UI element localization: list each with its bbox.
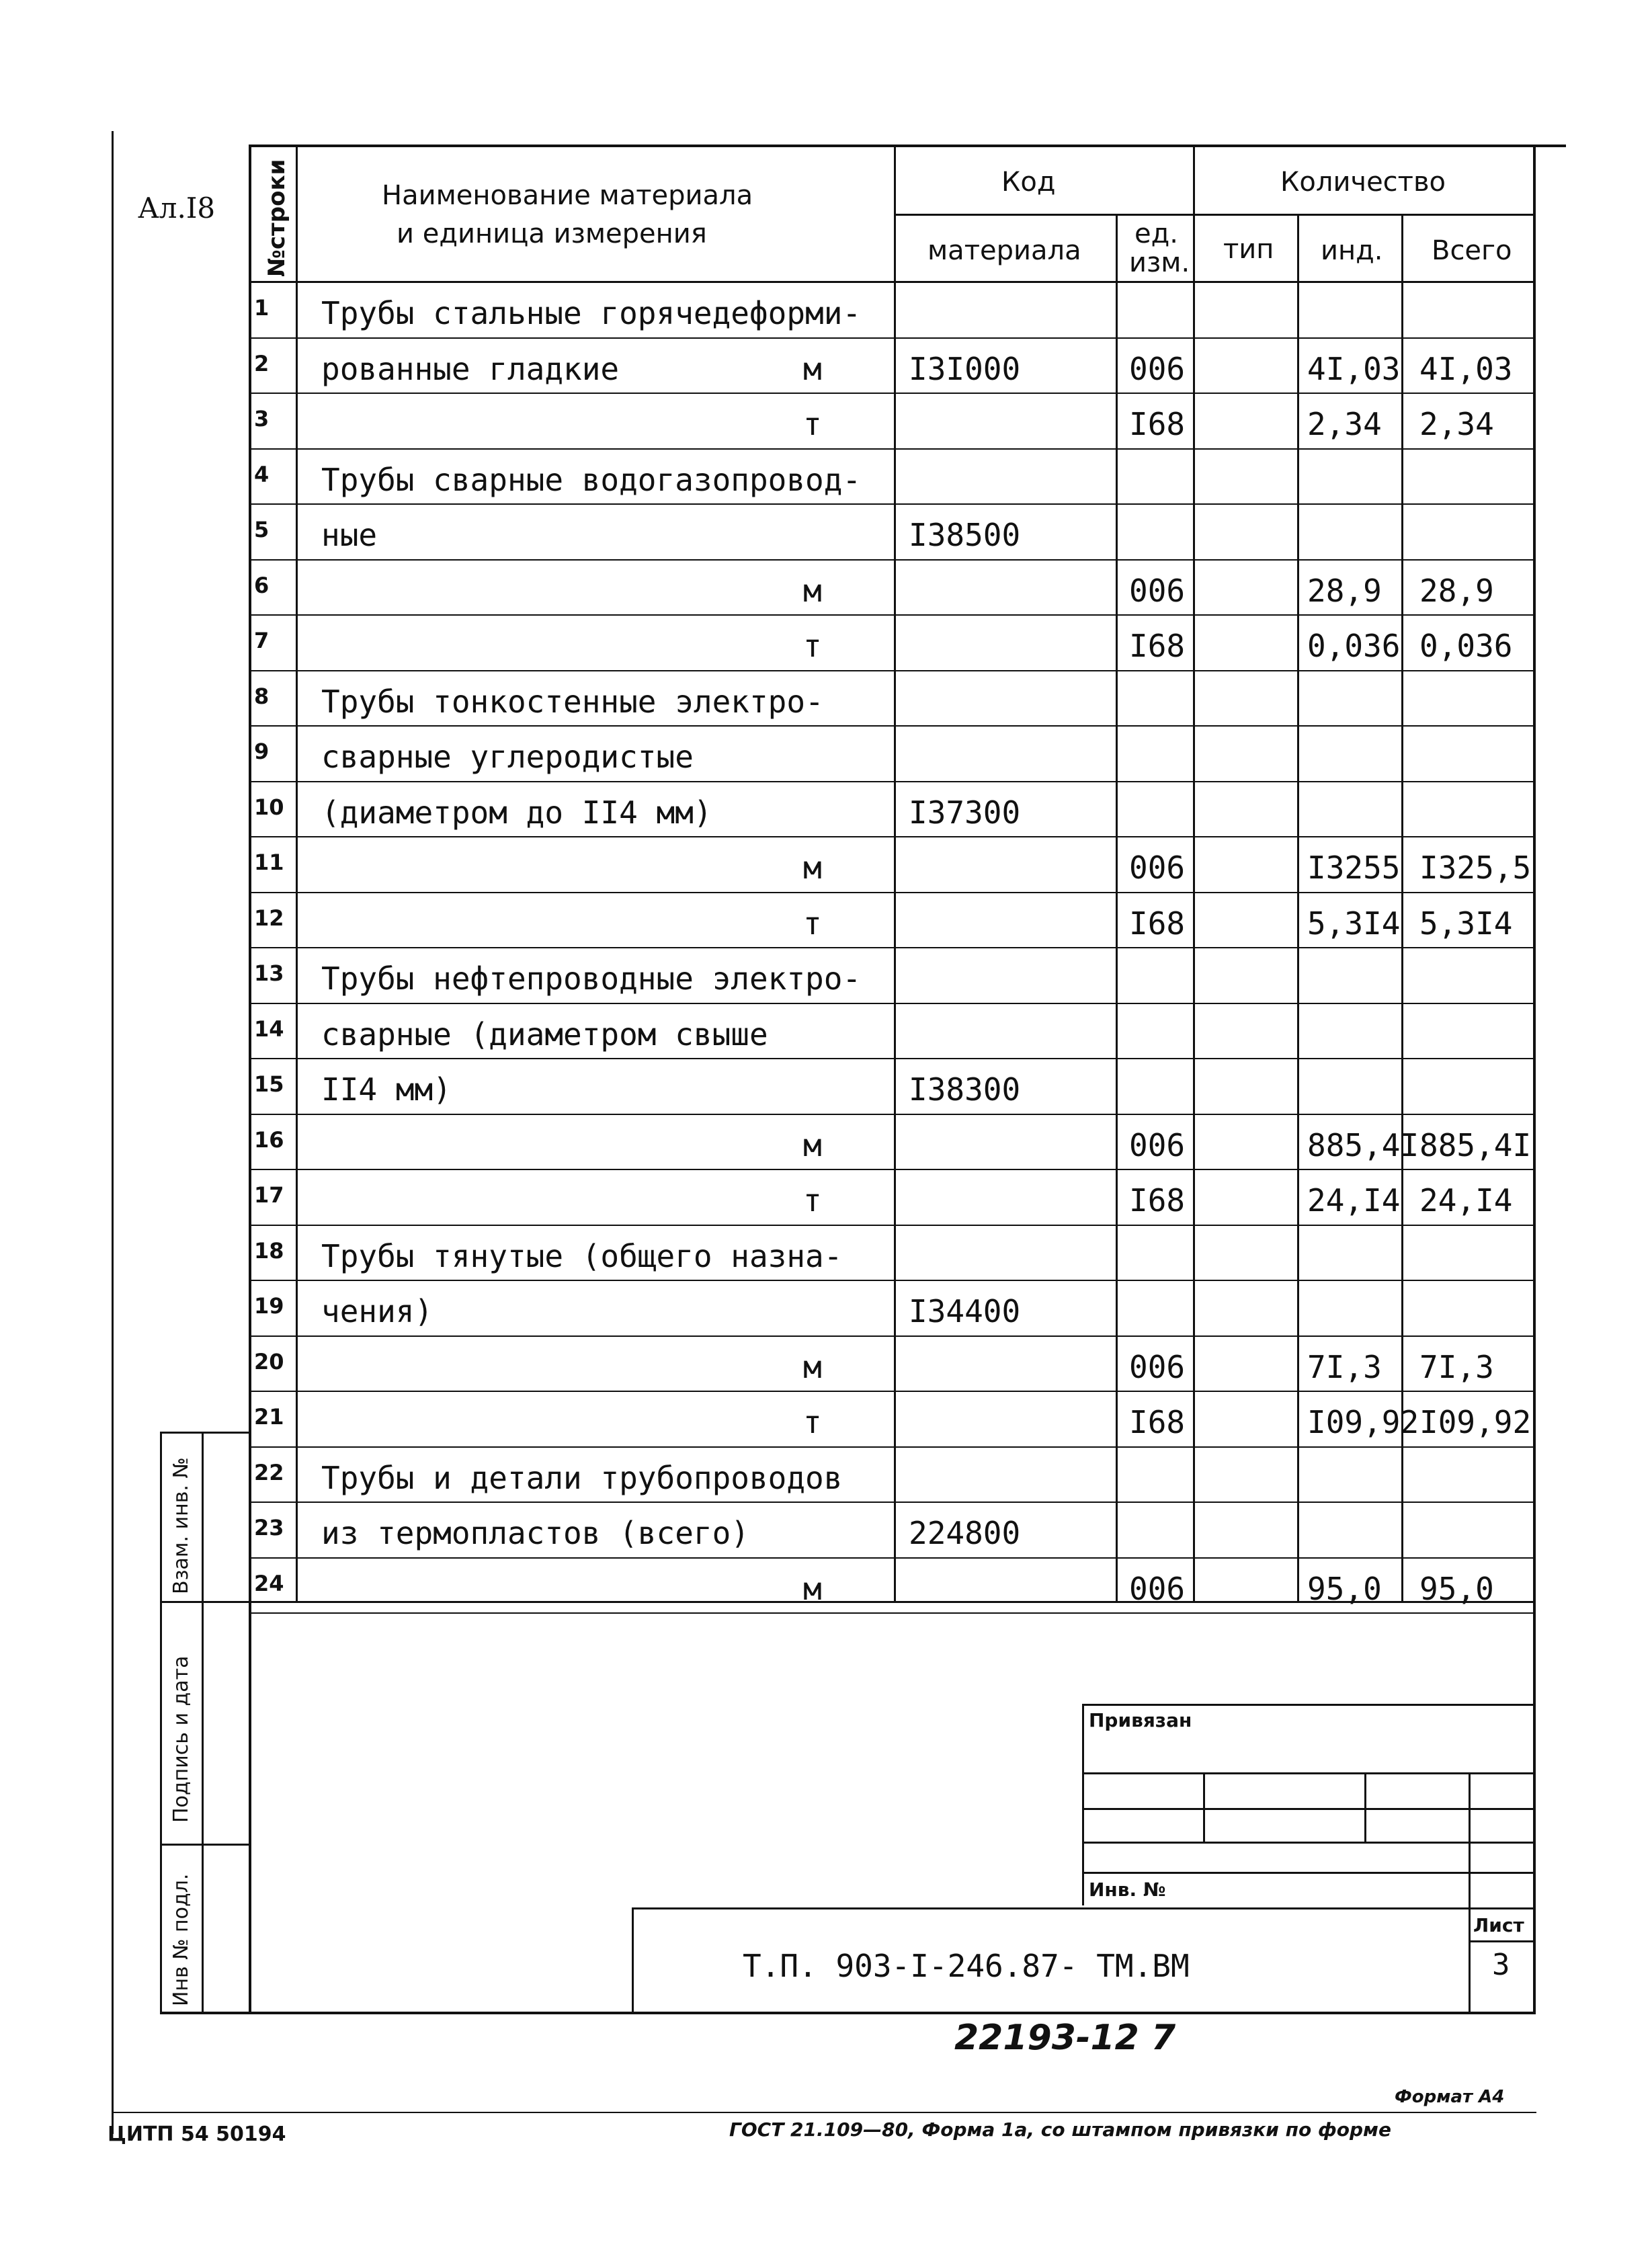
row-no-header: №строки — [263, 159, 290, 277]
row-name: Трубы стальные горячедеформи- — [321, 295, 862, 331]
row-unit-code: 006 — [1129, 1571, 1186, 1607]
row-unit-code: I68 — [1129, 628, 1186, 664]
frame-left-border — [249, 145, 251, 2013]
row-name: Трубы тянутые (общего назна- — [321, 1238, 843, 1274]
header-mid — [894, 214, 1534, 216]
row-unit-letter: м — [803, 1571, 822, 1607]
frame-bottom-border — [160, 2012, 1536, 2014]
row-number: 17 — [254, 1182, 284, 1208]
side-stamp-vzam: Взам. инв. № — [169, 1457, 193, 1594]
row-name: Трубы нефтепроводные электро- — [321, 960, 862, 997]
row-qty-ind: I09,92 — [1307, 1404, 1419, 1440]
row-divider — [249, 448, 1534, 450]
footer-format: Формат А4 — [1395, 2087, 1505, 2107]
row-name: Трубы сварные водогазопровод- — [321, 462, 862, 498]
row-number: 10 — [254, 794, 284, 820]
row-material-code: I38500 — [909, 517, 1021, 553]
col-sep-num — [296, 145, 298, 1602]
row-material-code: I34400 — [909, 1293, 1021, 1329]
stamp-outer-left — [1082, 1704, 1084, 1905]
row-divider — [249, 614, 1534, 616]
name-header-line2: и единица измерения — [397, 218, 707, 249]
row-divider — [249, 1058, 1534, 1059]
row-unit-letter: м — [803, 1349, 822, 1385]
row-qty-total: 2,34 — [1419, 406, 1494, 442]
side-stamp-divider — [202, 1432, 204, 2013]
qty-total-header: Всего — [1432, 235, 1512, 266]
row-name: ные — [321, 517, 378, 553]
row-divider — [249, 670, 1534, 671]
row-name: Трубы и детали трубопроводов — [321, 1460, 843, 1496]
stamp-row3 — [1082, 1842, 1534, 1844]
row-number: 15 — [254, 1071, 284, 1097]
row-unit-code: I68 — [1129, 406, 1186, 442]
row-qty-total: 5,3I4 — [1419, 905, 1513, 942]
row-divider — [249, 1612, 1534, 1614]
stamp-col2 — [1364, 1772, 1366, 1842]
row-unit-letter: м — [803, 1127, 822, 1163]
row-number: 7 — [254, 628, 270, 653]
qty-header: Количество — [1280, 167, 1446, 198]
row-name: (диаметром до II4 мм) — [321, 794, 712, 831]
stamp-doc-code: Т.П. 903-I-246.87- ТМ.ВМ — [743, 1948, 1190, 1984]
row-qty-total: I325,5 — [1419, 850, 1532, 886]
stamp-outer-top — [1082, 1704, 1534, 1706]
row-qty-total: I09,92 — [1419, 1404, 1532, 1440]
col-sep-qty — [1193, 145, 1195, 1602]
stamp-main-left — [632, 1907, 634, 2013]
row-qty-ind: 2,34 — [1307, 406, 1382, 442]
name-header-line1: Наименование материала — [382, 180, 753, 211]
row-number: 12 — [254, 905, 284, 931]
handwritten-number: 22193-12 7 — [954, 2018, 1176, 2058]
row-name: рованные гладкие — [321, 351, 620, 387]
row-number: 16 — [254, 1127, 284, 1153]
row-divider — [249, 1225, 1534, 1226]
row-number: 4 — [254, 462, 270, 487]
row-name: II4 мм) — [321, 1071, 452, 1108]
qty-type-header: тип — [1223, 234, 1274, 265]
row-number: 14 — [254, 1016, 284, 1042]
row-unit-letter: м — [803, 573, 822, 609]
stamp-row1 — [1082, 1772, 1534, 1774]
row-divider — [249, 1114, 1534, 1115]
stamp-inv-no: Инв. № — [1089, 1879, 1166, 1901]
row-unit-letter: т — [803, 628, 822, 664]
row-qty-total: 885,4I — [1419, 1127, 1532, 1163]
row-divider — [249, 1446, 1534, 1448]
row-name: сварные углеродистые — [321, 739, 694, 775]
row-unit-code: 006 — [1129, 1127, 1186, 1163]
side-stamp-outer-left — [160, 1432, 162, 2013]
footer-line — [112, 2112, 1536, 2113]
stamp-row2 — [1082, 1808, 1534, 1810]
row-qty-ind: 4I,03 — [1307, 351, 1401, 387]
row-name: Трубы тонкостенные электро- — [321, 684, 824, 720]
row-qty-ind: 5,3I4 — [1307, 905, 1401, 942]
row-name: сварные (диаметром свыше — [321, 1016, 768, 1053]
row-unit-code: I68 — [1129, 1404, 1186, 1440]
row-divider — [249, 503, 1534, 505]
code-unit-header-1: ед. — [1134, 218, 1178, 249]
stamp-col1 — [1203, 1772, 1205, 1842]
col-sep-type — [1297, 214, 1299, 1602]
code-material-header: материала — [927, 235, 1081, 266]
row-unit-code: I68 — [1129, 905, 1186, 942]
row-name: из термопластов (всего) — [321, 1515, 749, 1551]
row-number: 24 — [254, 1571, 284, 1596]
row-unit-letter: м — [803, 850, 822, 886]
row-qty-ind: 885,4I — [1307, 1127, 1419, 1163]
row-number: 3 — [254, 406, 270, 431]
row-number: 1 — [254, 295, 270, 321]
row-divider — [249, 1003, 1534, 1004]
footer-gost: ГОСТ 21.109—80, Форма 1а, со штампом привязки по форме — [729, 2118, 1391, 2141]
row-number: 2 — [254, 351, 270, 376]
row-name: чения) — [321, 1293, 433, 1329]
row-divider — [249, 836, 1534, 837]
col-sep-ind — [1401, 214, 1403, 1602]
row-unit-code: 006 — [1129, 351, 1186, 387]
footer-org: ЦИТП 54 50194 — [108, 2123, 286, 2146]
row-number: 20 — [254, 1349, 284, 1374]
row-qty-ind: 24,I4 — [1307, 1182, 1401, 1219]
row-unit-letter: т — [803, 1182, 822, 1219]
row-divider — [249, 1280, 1534, 1281]
row-qty-total: 28,9 — [1419, 573, 1494, 609]
col-sep-name — [894, 145, 896, 1602]
row-number: 18 — [254, 1238, 284, 1264]
sheet-label: Ал.I8 — [138, 192, 216, 224]
row-number: 19 — [254, 1293, 284, 1319]
row-unit-code: 006 — [1129, 573, 1186, 609]
row-qty-ind: 28,9 — [1307, 573, 1382, 609]
row-number: 11 — [254, 850, 284, 875]
side-stamp-sep2 — [160, 1844, 250, 1846]
row-unit-code: 006 — [1129, 850, 1186, 886]
row-unit-letter: т — [803, 406, 822, 442]
row-material-code: 224800 — [909, 1515, 1021, 1551]
side-stamp-top — [160, 1432, 250, 1434]
row-number: 8 — [254, 684, 270, 709]
row-unit-code: I68 — [1129, 1182, 1186, 1219]
row-number: 22 — [254, 1460, 284, 1485]
row-divider — [249, 1557, 1534, 1559]
row-divider — [249, 1335, 1534, 1337]
table-top-border — [249, 145, 1566, 147]
row-number: 23 — [254, 1515, 284, 1540]
stamp-sheet-sep — [1469, 1940, 1534, 1942]
row-number: 21 — [254, 1404, 284, 1430]
row-qty-total: 95,0 — [1419, 1571, 1494, 1607]
row-qty-ind: 0,036 — [1307, 628, 1401, 664]
row-unit-letter: т — [803, 1404, 822, 1440]
row-qty-ind: 7I,3 — [1307, 1349, 1382, 1385]
stamp-row4 — [1082, 1872, 1534, 1874]
row-qty-ind: 95,0 — [1307, 1571, 1382, 1607]
row-divider — [249, 1169, 1534, 1170]
side-stamp-inv-podl: Инв № подл. — [169, 1873, 193, 2006]
frame-right-border — [1533, 145, 1536, 2013]
row-divider — [249, 393, 1534, 394]
row-number: 5 — [254, 517, 270, 542]
row-divider — [249, 947, 1534, 948]
code-unit-header-2: изм. — [1129, 247, 1190, 278]
row-divider — [249, 1501, 1534, 1503]
row-divider — [249, 725, 1534, 727]
row-qty-total: 7I,3 — [1419, 1349, 1494, 1385]
stamp-sheet-no: 3 — [1492, 1948, 1510, 1982]
row-divider — [249, 1391, 1534, 1392]
row-unit-letter: м — [803, 351, 822, 387]
row-unit-code: 006 — [1129, 1349, 1186, 1385]
row-number: 13 — [254, 960, 284, 986]
row-divider — [249, 892, 1534, 893]
stamp-col3 — [1469, 1772, 1471, 2013]
row-qty-total: 24,I4 — [1419, 1182, 1513, 1219]
row-material-code: I37300 — [909, 794, 1021, 831]
row-number: 6 — [254, 573, 270, 598]
stamp-sheet-label: Лист — [1473, 1914, 1524, 1936]
stamp-privyazan: Привязан — [1089, 1709, 1192, 1731]
row-divider — [249, 781, 1534, 782]
row-qty-total: 4I,03 — [1419, 351, 1513, 387]
row-divider — [249, 337, 1534, 339]
row-qty-total: 0,036 — [1419, 628, 1513, 664]
row-divider — [249, 559, 1534, 561]
side-stamp-sep1 — [160, 1601, 250, 1603]
code-header: Код — [1001, 167, 1056, 198]
col-sep-unit — [1116, 214, 1118, 1602]
row-material-code: I38300 — [909, 1071, 1021, 1108]
row-material-code: I3I000 — [909, 351, 1021, 387]
page-left-border — [112, 131, 114, 2134]
row-unit-letter: т — [803, 905, 822, 942]
header-bottom — [249, 281, 1534, 283]
qty-ind-header: инд. — [1321, 235, 1383, 266]
row-number: 9 — [254, 739, 270, 764]
row-qty-ind: I3255 — [1307, 850, 1401, 886]
side-stamp-podpis: Подпись и дата — [169, 1655, 193, 1823]
stamp-main-top — [632, 1907, 1534, 1909]
